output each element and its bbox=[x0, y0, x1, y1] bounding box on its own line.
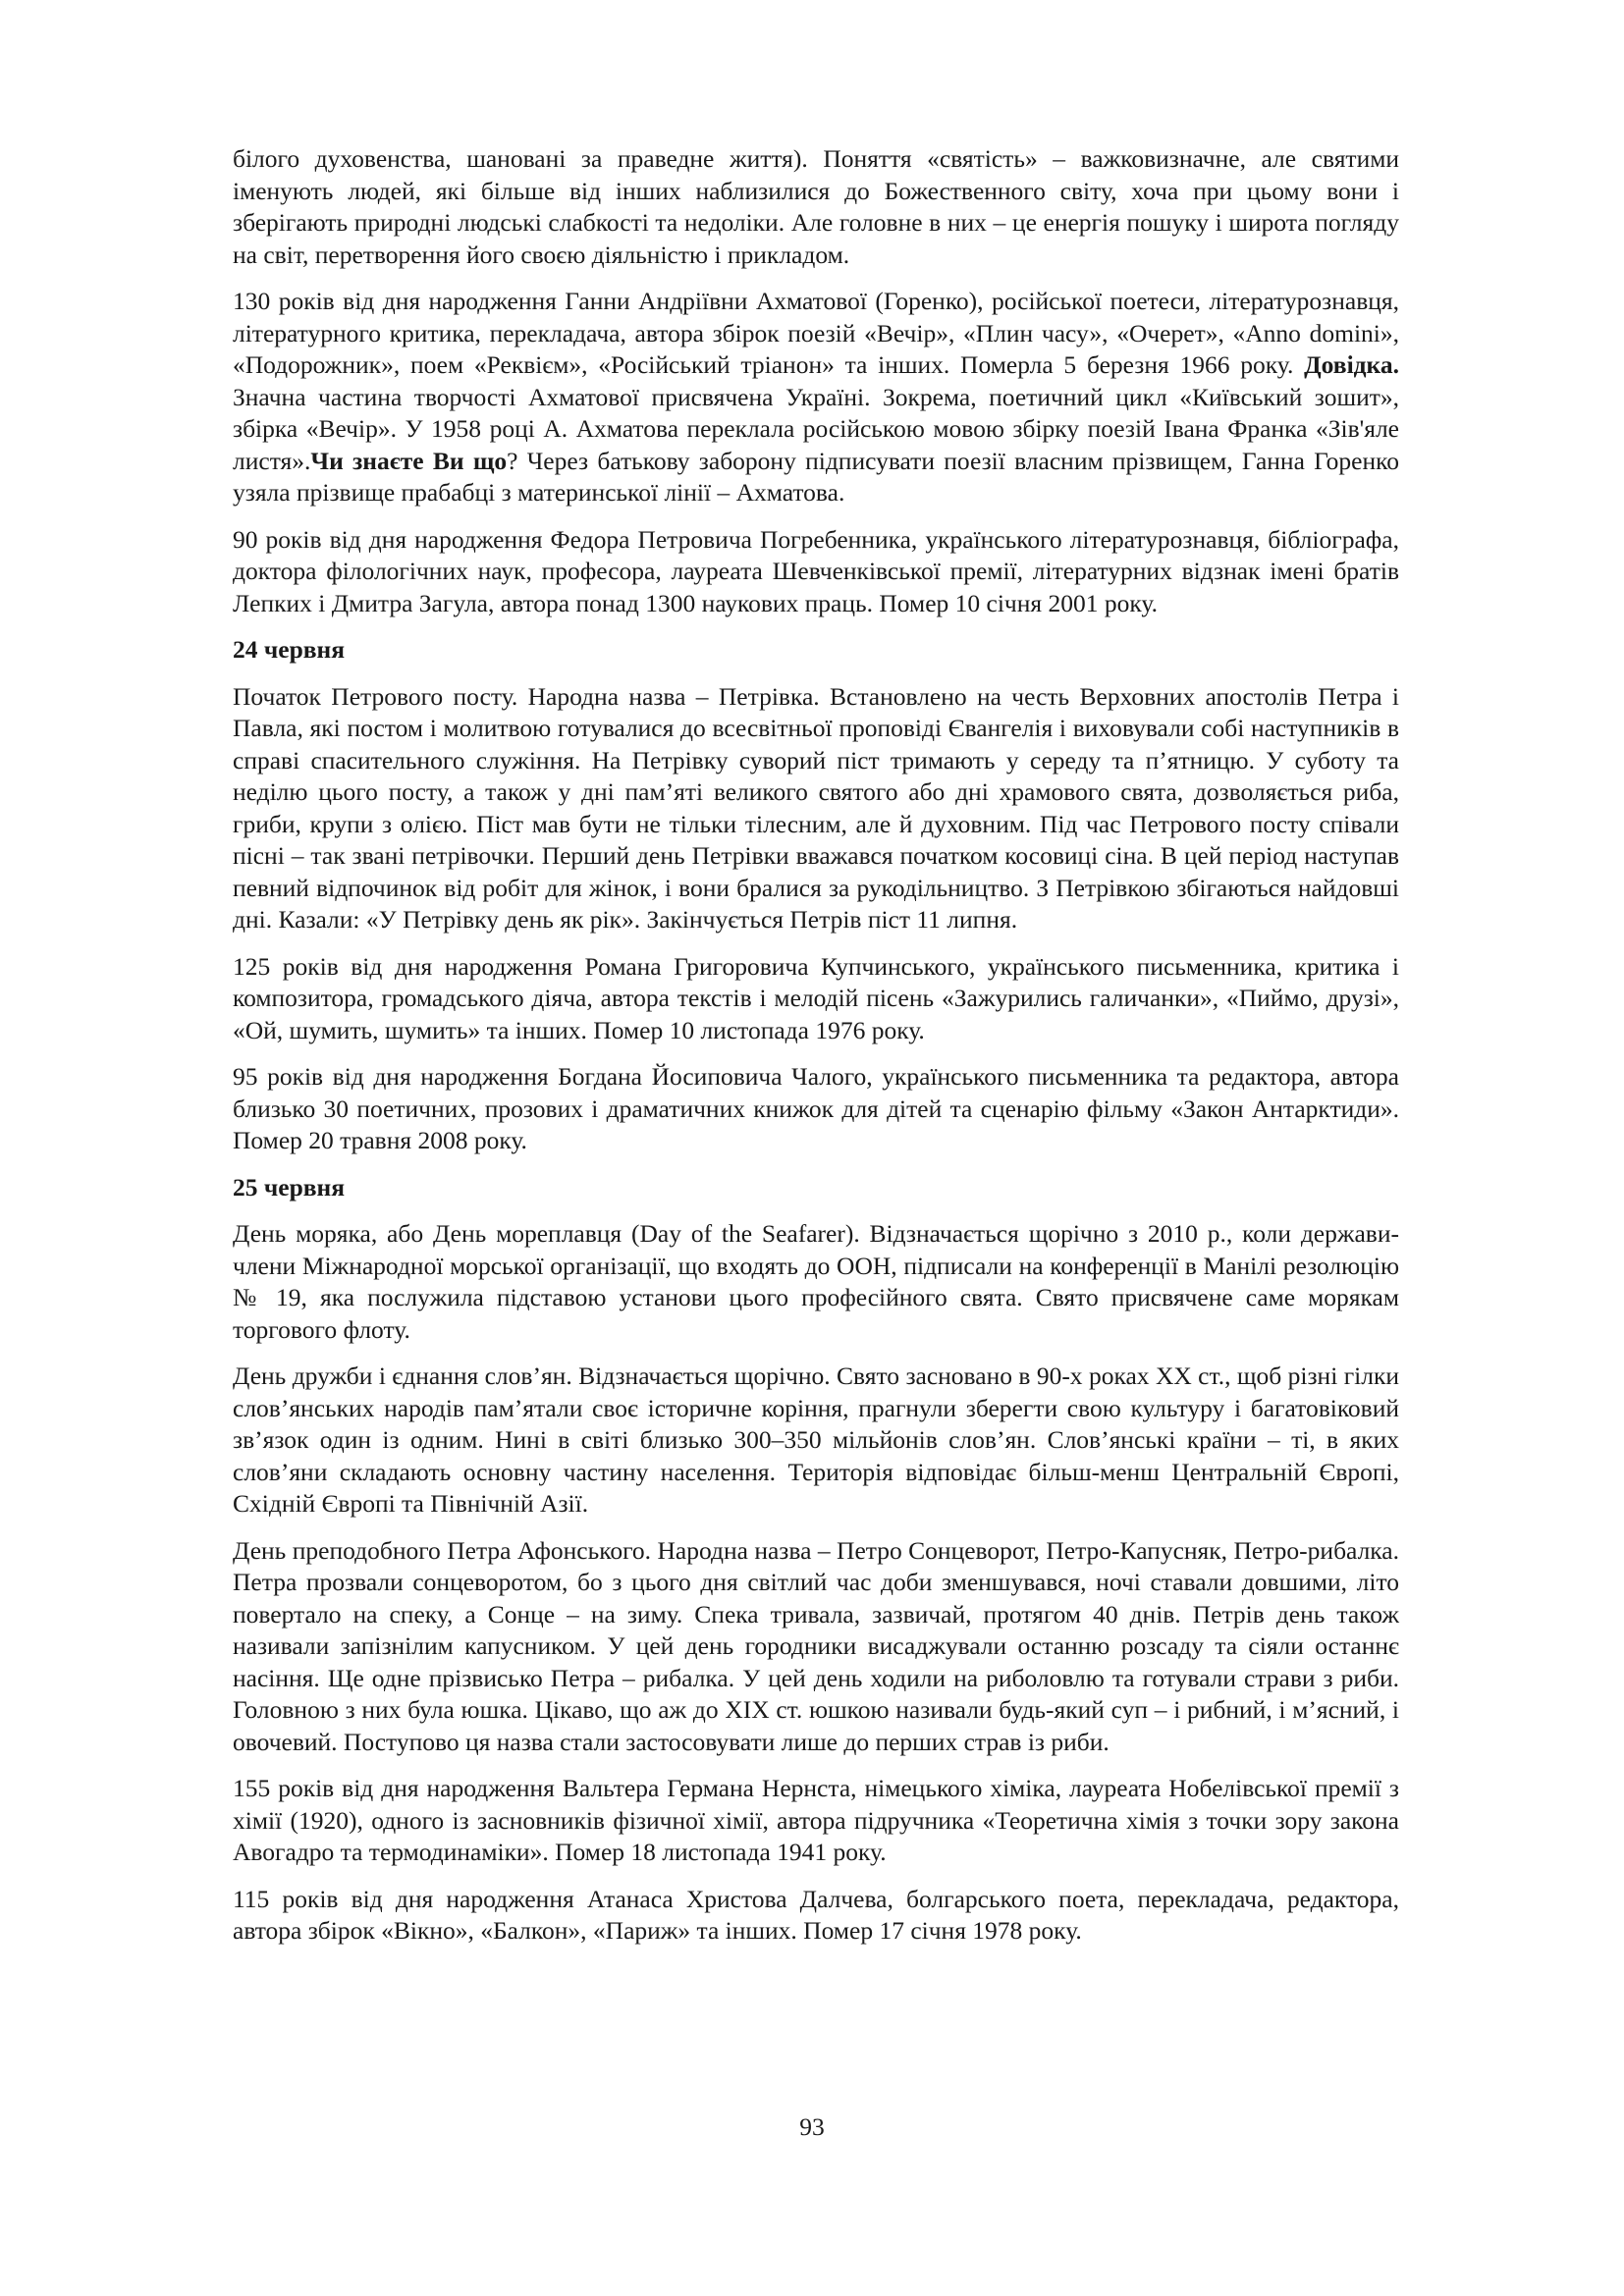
document-body bbox=[233, 143, 1399, 1962]
bold-text: Довідка. bbox=[1304, 350, 1399, 379]
paragraph bbox=[233, 681, 1399, 936]
text-segment: білого духовенства, шановані за праведне життя). Поняття «святість» – важковизначне, але святими іменують людей, які більше від інших наблизилися до Божественного світу, хоча при цьому вони і зберігають природні людські слабкості та недоліки. Але головне в них – це енергія пошуку і широта погляду на світ, перетворення його своєю діяльністю і прикладом. bbox=[233, 144, 1399, 269]
text-segment: День моряка, або День мореплавця (Day of the Seafarer). Відзначається щорічно з 2010 р., коли держави-члени Міжнародної морської організації, що входять до ООН, підписали на конференції в Манілі резолюцію № 19, яка послужила підставою установи цього професійного свята. Свято присвячене саме морякам торгового флоту. bbox=[233, 1219, 1399, 1344]
page-number: 93 bbox=[799, 2112, 825, 2141]
paragraph bbox=[233, 286, 1399, 509]
text-segment: 115 років від дня народження Атанаса Христова Далчева, болгарського поета, перекладача, редактора, автора збірок «Вікно», «Балкон», «Париж» та інших. Помер 17 січня 1978 року. bbox=[233, 1884, 1399, 1945]
paragraph bbox=[233, 1884, 1399, 1948]
paragraph bbox=[233, 1773, 1399, 1869]
paragraph bbox=[233, 1061, 1399, 1157]
paragraph bbox=[233, 1218, 1399, 1346]
text-segment: 95 років від дня народження Богдана Йосиповича Чалого, українського письменника та редактора, автора близько 30 поетичних, прозових і драматичних книжок для дітей та сценарію фільму «Закон Антарктиди». Помер 20 травня 2008 року. bbox=[233, 1062, 1399, 1154]
bold-text: Чи знаєте Ви що bbox=[310, 446, 508, 475]
text-segment: 155 років від дня народження Вальтера Германа Нернста, німецького хіміка, лауреата Нобелівської премії з хімії (1920), одного із засновників фізичної хімії, автора підручника «Теоретична хімія з точки зору закона Авогадро та термодинаміки». Помер 18 листопада 1941 року. bbox=[233, 1774, 1399, 1866]
text-segment: 90 років від дня народження Федора Петровича Погребенника, українського літературознавця, бібліографа, доктора філологічних наук, професора, лауреата Шевченківської премії, літературних відзнак імені братів Лепких і Дмитра Загула, автора понад 1300 наукових праць. Помер 10 січня 2001 року. bbox=[233, 524, 1399, 617]
text-segment: День преподобного Петра Афонського. Народна назва – Петро Сонцеворот, Петро-Капусняк, Петро-рибалка. Петра прозвали сонцеворотом, бо з цього дня світлий час доби зменшувався, ночі ставали довшими, літо повертало на спеку, а Сонце – на зиму. Спека тривала, зазвичай, протягом 40 днів. Петрів день також називали запізнілим капусником. У цей день городники висаджували останню розсаду та сіяли останнє насіння. Ще одне прізвисько Петра – рибалка. У цей день ходили на риболовлю та готували страви з риби. Головною з них була юшка. Цікаво, що аж до XIX ст. юшкою називали будь-який суп – і рибний, і м’ясний, і овочевий. Поступово ця назва стали застосовувати лише до перших страв із риби. bbox=[233, 1535, 1399, 1756]
paragraph bbox=[233, 524, 1399, 620]
text-segment: 130 років від дня народження Ганни Андріївни Ахматової (Горенко), російської поетеси, літературознавця, літературного критика, перекладача, автора збірок поезій «Вечір», «Плин часу», «Очерет», «Anno domini», «Подорожник», поем «Реквієм», «Російський тріанон» та інших. Померла 5 березня 1966 року. bbox=[233, 287, 1399, 379]
paragraph bbox=[233, 1361, 1399, 1521]
text-segment: Значна частина творчості Ахматової присвячена Україні. Зокрема, поетичний цикл «Київський зошит», збірка «Вечір». У 1958 році А. Ахматова переклала російською мовою збірку поезій Івана Франка «Зів'яле листя». bbox=[233, 382, 1399, 475]
paragraph bbox=[233, 1535, 1399, 1759]
date-heading: 24 червня bbox=[233, 635, 346, 664]
paragraph bbox=[233, 143, 1399, 271]
text-segment: Початок Петрового посту. Народна назва – Петрівка. Встановлено на честь Верховних апостолів Петра і Павла, які постом і молитвою готувалися до всесвітньої проповіді Євангелія і виховували собі наступників в справі спасительного служіння. На Петрівку суворий піст тримають у середу та п’ятницю. У суботу та неділю цього посту, а також у дні пам’яті великого святого або дні храмового свята, дозволяється риба, гриби, крупи з олією. Піст мав бути не тільки тілесним, але й духовним. Під час Петрового посту співали пісні – так звані петрівочки. Перший день Петрівки вважався початком косовиці сіна. В цей період наступав певний відпочинок від робіт для жінок, і вони бралися за рукодільництво. З Петрівкою збігаються найдовші дні. Казали: «У Петрівку день як рік». Закінчується Петрів піст 11 липня. bbox=[233, 681, 1399, 934]
text-segment: День дружби і єднання слов’ян. Відзначається щорічно. Свято засновано в 90-х роках XX ст., щоб різні гілки слов’янських народів пам’ятали своє історичне коріння, прагнули зберегти свою культуру і багатовіковий зв’язок один із одним. Нині в світі близько 300–350 мільйонів слов’ян. Слов’янські країни – ті, в яких слов’яни складають основну частину населення. Територія відповідає більш-менш Центральній Європі, Східній Європі та Північній Азії. bbox=[233, 1362, 1399, 1518]
paragraph bbox=[233, 951, 1399, 1047]
text-segment: 125 років від дня народження Романа Григоровича Купчинського, українського письменника, критика і композитора, громадського діяча, автора текстів і мелодій пісень «Зажурились галичанки», «Пиймо, друзі», «Ой, шумить, шумить» та інших. Помер 10 листопада 1976 року. bbox=[233, 951, 1399, 1044]
date-heading: 25 червня bbox=[233, 1172, 346, 1201]
text-segment: ? Через батькову заборону підписувати поезії власним прізвищем, Ганна Горенко узяла прізвище прабабці з материнської лінії – Ахматова. bbox=[233, 446, 1399, 507]
